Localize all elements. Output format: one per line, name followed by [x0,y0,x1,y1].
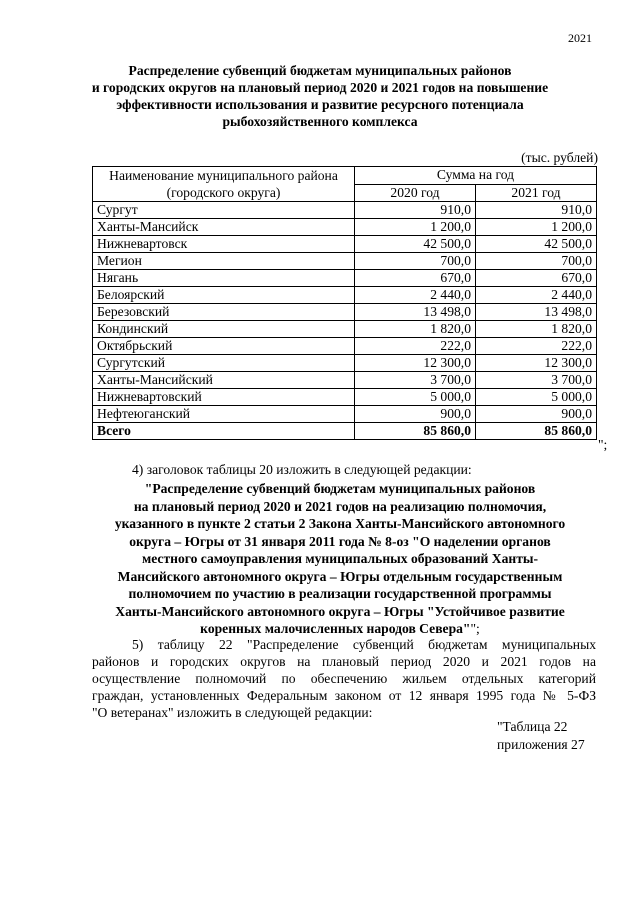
value-2020: 12 300,0 [355,355,476,372]
new-title-closing-mark: "; [470,621,480,636]
table-row [93,253,597,270]
header-sum: Сумма на год [355,167,597,185]
new-title-line [80,620,600,638]
item-5-text [92,636,596,721]
table-row [93,406,597,423]
value-2020: 5 000,0 [355,389,476,406]
item-5-line: граждан, установленных Федеральным законом от 12 января 1995 года № 5-ФЗ [92,688,596,703]
item-5-line: районов и городских округов на плановый период 2020 и 2021 годов на [92,654,596,669]
municipality-name: Мегион [93,253,355,270]
table-row [93,355,597,372]
page-number: 2021 [568,31,592,45]
note-line: "Таблица 22 [497,719,568,734]
item-4-text: 4) заголовок таблицы 20 изложить в следующей редакции: [132,462,472,477]
table-row [93,338,597,355]
new-title-line: местного самоуправления муниципальных образований Ханты- [141,551,539,566]
title-line: эффективности использования и развитие ресурсного потенциала [116,97,524,112]
table-row [93,287,597,304]
value-2020: 910,0 [355,202,476,219]
header-2020: 2020 год [355,184,476,202]
new-title-line: "Распределение субвенций бюджетам муниципальных районов [144,481,536,496]
value-2021: 5 000,0 [476,389,597,406]
title-line: рыбохозяйственного комплекса [222,114,418,129]
municipality-name: Нефтеюганский [93,406,355,423]
municipality-name: Кондинский [93,321,355,338]
item-5-line: осуществление полномочий по обеспечению жильем отдельных категорий [92,671,596,686]
item-5-line: 5) таблицу 22 "Распределение субвенций бюджетам муниципальных [132,637,596,652]
value-2021: 910,0 [476,202,597,219]
municipality-name: Ханты-Мансийский [93,372,355,389]
item-5-line: "О ветеранах" изложить в следующей редакции: [92,705,373,720]
municipality-name: Нягань [93,270,355,287]
title-line: Распределение субвенций бюджетам муниципальных районов [128,63,512,78]
table-row [93,202,597,219]
value-2020: 1 820,0 [355,321,476,338]
value-2021: 42 500,0 [476,236,597,253]
value-2021: 1 820,0 [476,321,597,338]
table-row [93,304,597,321]
note-line: приложения 27 [497,737,585,752]
header-2021: 2021 год [476,184,597,202]
municipality-name: Сургут [93,202,355,219]
municipality-name: Сургутский [93,355,355,372]
value-2021: 900,0 [476,406,597,423]
municipality-name: Октябрьский [93,338,355,355]
municipality-name: Белоярский [93,287,355,304]
new-table-title [80,480,600,638]
value-2021: 1 200,0 [476,219,597,236]
municipality-name: Березовский [93,304,355,321]
value-2020: 670,0 [355,270,476,287]
title-line: и городских округов на плановый период 2020 и 2021 годов на повышение [91,80,549,95]
value-2021: 3 700,0 [476,372,597,389]
value-2020: 3 700,0 [355,372,476,389]
value-2020: 900,0 [355,406,476,423]
total-label: Всего [93,423,355,440]
total-2021: 85 860,0 [476,423,597,440]
municipality-name: Нижневартовск [93,236,355,253]
value-2020: 42 500,0 [355,236,476,253]
table-row [93,372,597,389]
value-2020: 222,0 [355,338,476,355]
value-2021: 2 440,0 [476,287,597,304]
municipality-name: Ханты-Мансийск [93,219,355,236]
municipality-name: Нижневартовский [93,389,355,406]
new-title-last-line: коренных малочисленных народов Севера" [200,621,471,636]
value-2021: 700,0 [476,253,597,270]
new-title-line: Ханты-Мансийского автономного округа – Югры "Устойчивое развитие [115,603,565,619]
value-2020: 2 440,0 [355,287,476,304]
total-2020: 85 860,0 [355,423,476,440]
table-22-note [497,718,585,754]
total-row [93,423,597,440]
value-2020: 13 498,0 [355,304,476,321]
table-row [93,270,597,287]
unit-label: (тыс. рублей) [521,150,598,165]
new-title-line: на плановый период 2020 и 2021 годов на реализацию полномочия, [133,498,547,514]
table-row [93,236,597,253]
table-row [93,219,597,236]
table-row [93,321,597,338]
table-title [80,62,560,130]
value-2021: 222,0 [476,338,597,355]
value-2021: 670,0 [476,270,597,287]
header-municipality: Наименование муниципального района (городского округа) [93,167,355,202]
table-row [93,389,597,406]
new-title-line: полномочием по участию в реализации государственной программы [128,586,552,601]
new-title-line: Мансийского автономного округа – Югры отдельным государственным [117,568,563,584]
value-2021: 12 300,0 [476,355,597,372]
subvention-table [92,166,597,440]
value-2020: 1 200,0 [355,219,476,236]
table-closing-mark: "; [598,437,608,452]
value-2021: 13 498,0 [476,304,597,321]
new-title-line: указанного в пункте 2 статьи 2 Закона Ханты-Мансийского автономного [114,516,566,531]
value-2020: 700,0 [355,253,476,270]
new-title-line: округа – Югры от 31 января 2011 года № 8-оз "О наделении органов [129,533,551,549]
